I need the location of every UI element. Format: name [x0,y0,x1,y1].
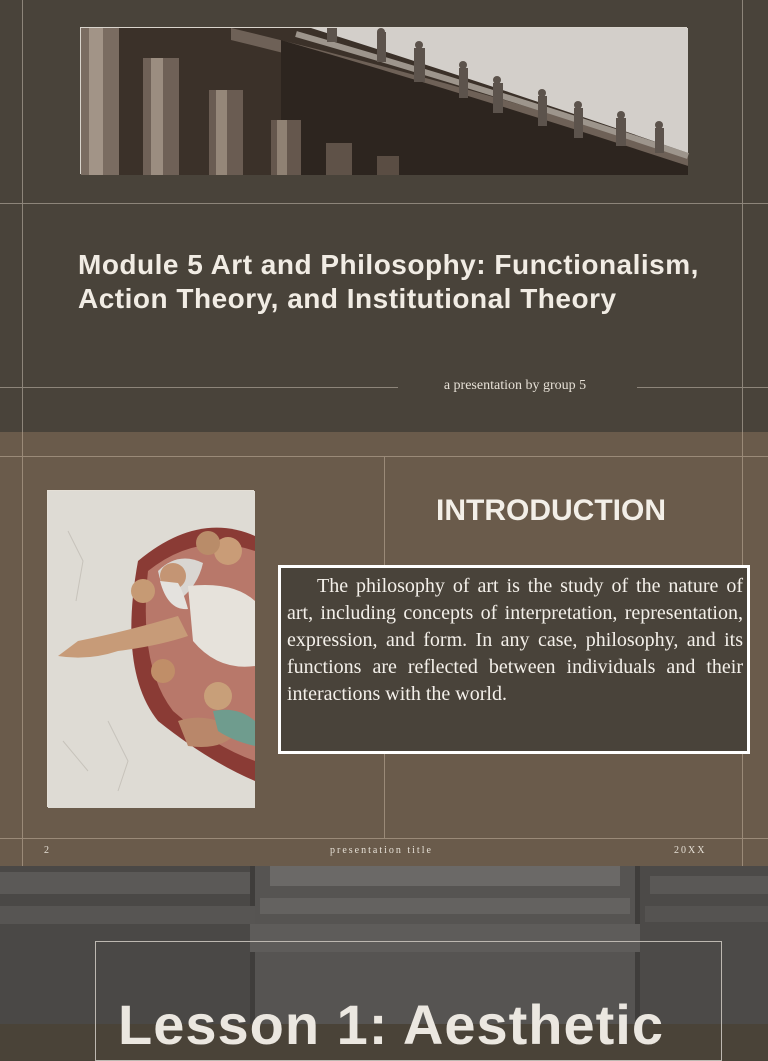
introduction-text-box [278,565,750,754]
footer-date: 20XX [674,845,707,856]
grid-line [22,432,23,866]
title-slide [0,0,768,432]
grid-line [742,0,743,432]
grid-line [0,203,768,204]
introduction-body: The philosophy of art is the study of the nature of art, including concepts of interpretation, representation, expression, and form. In any case, philosophy, and its functions are reflected between individuals and their interactions with the world. [287,575,743,705]
colonnade-illustration [81,28,688,175]
introduction-slide [0,432,768,866]
footer-presentation-title: presentation title [330,845,433,856]
introduction-heading: INTRODUCTION [436,494,666,527]
fresco-image [47,490,254,807]
grid-line [637,387,768,388]
footer-page-number: 2 [44,845,51,856]
fresco-illustration [48,491,255,808]
grid-line [0,838,768,839]
grid-line [0,456,768,457]
colonnade-photo [80,27,687,174]
lesson-slide [0,866,768,1056]
presentation-subtitle: a presentation by group 5 [443,378,587,393]
lesson-title: Lesson 1: Aesthetic [118,993,664,1056]
grid-line [22,0,23,432]
presentation-title: Module 5 Art and Philosophy: Functionalism, Action Theory, and Institutional Theory [78,249,699,314]
grid-line [0,387,398,388]
